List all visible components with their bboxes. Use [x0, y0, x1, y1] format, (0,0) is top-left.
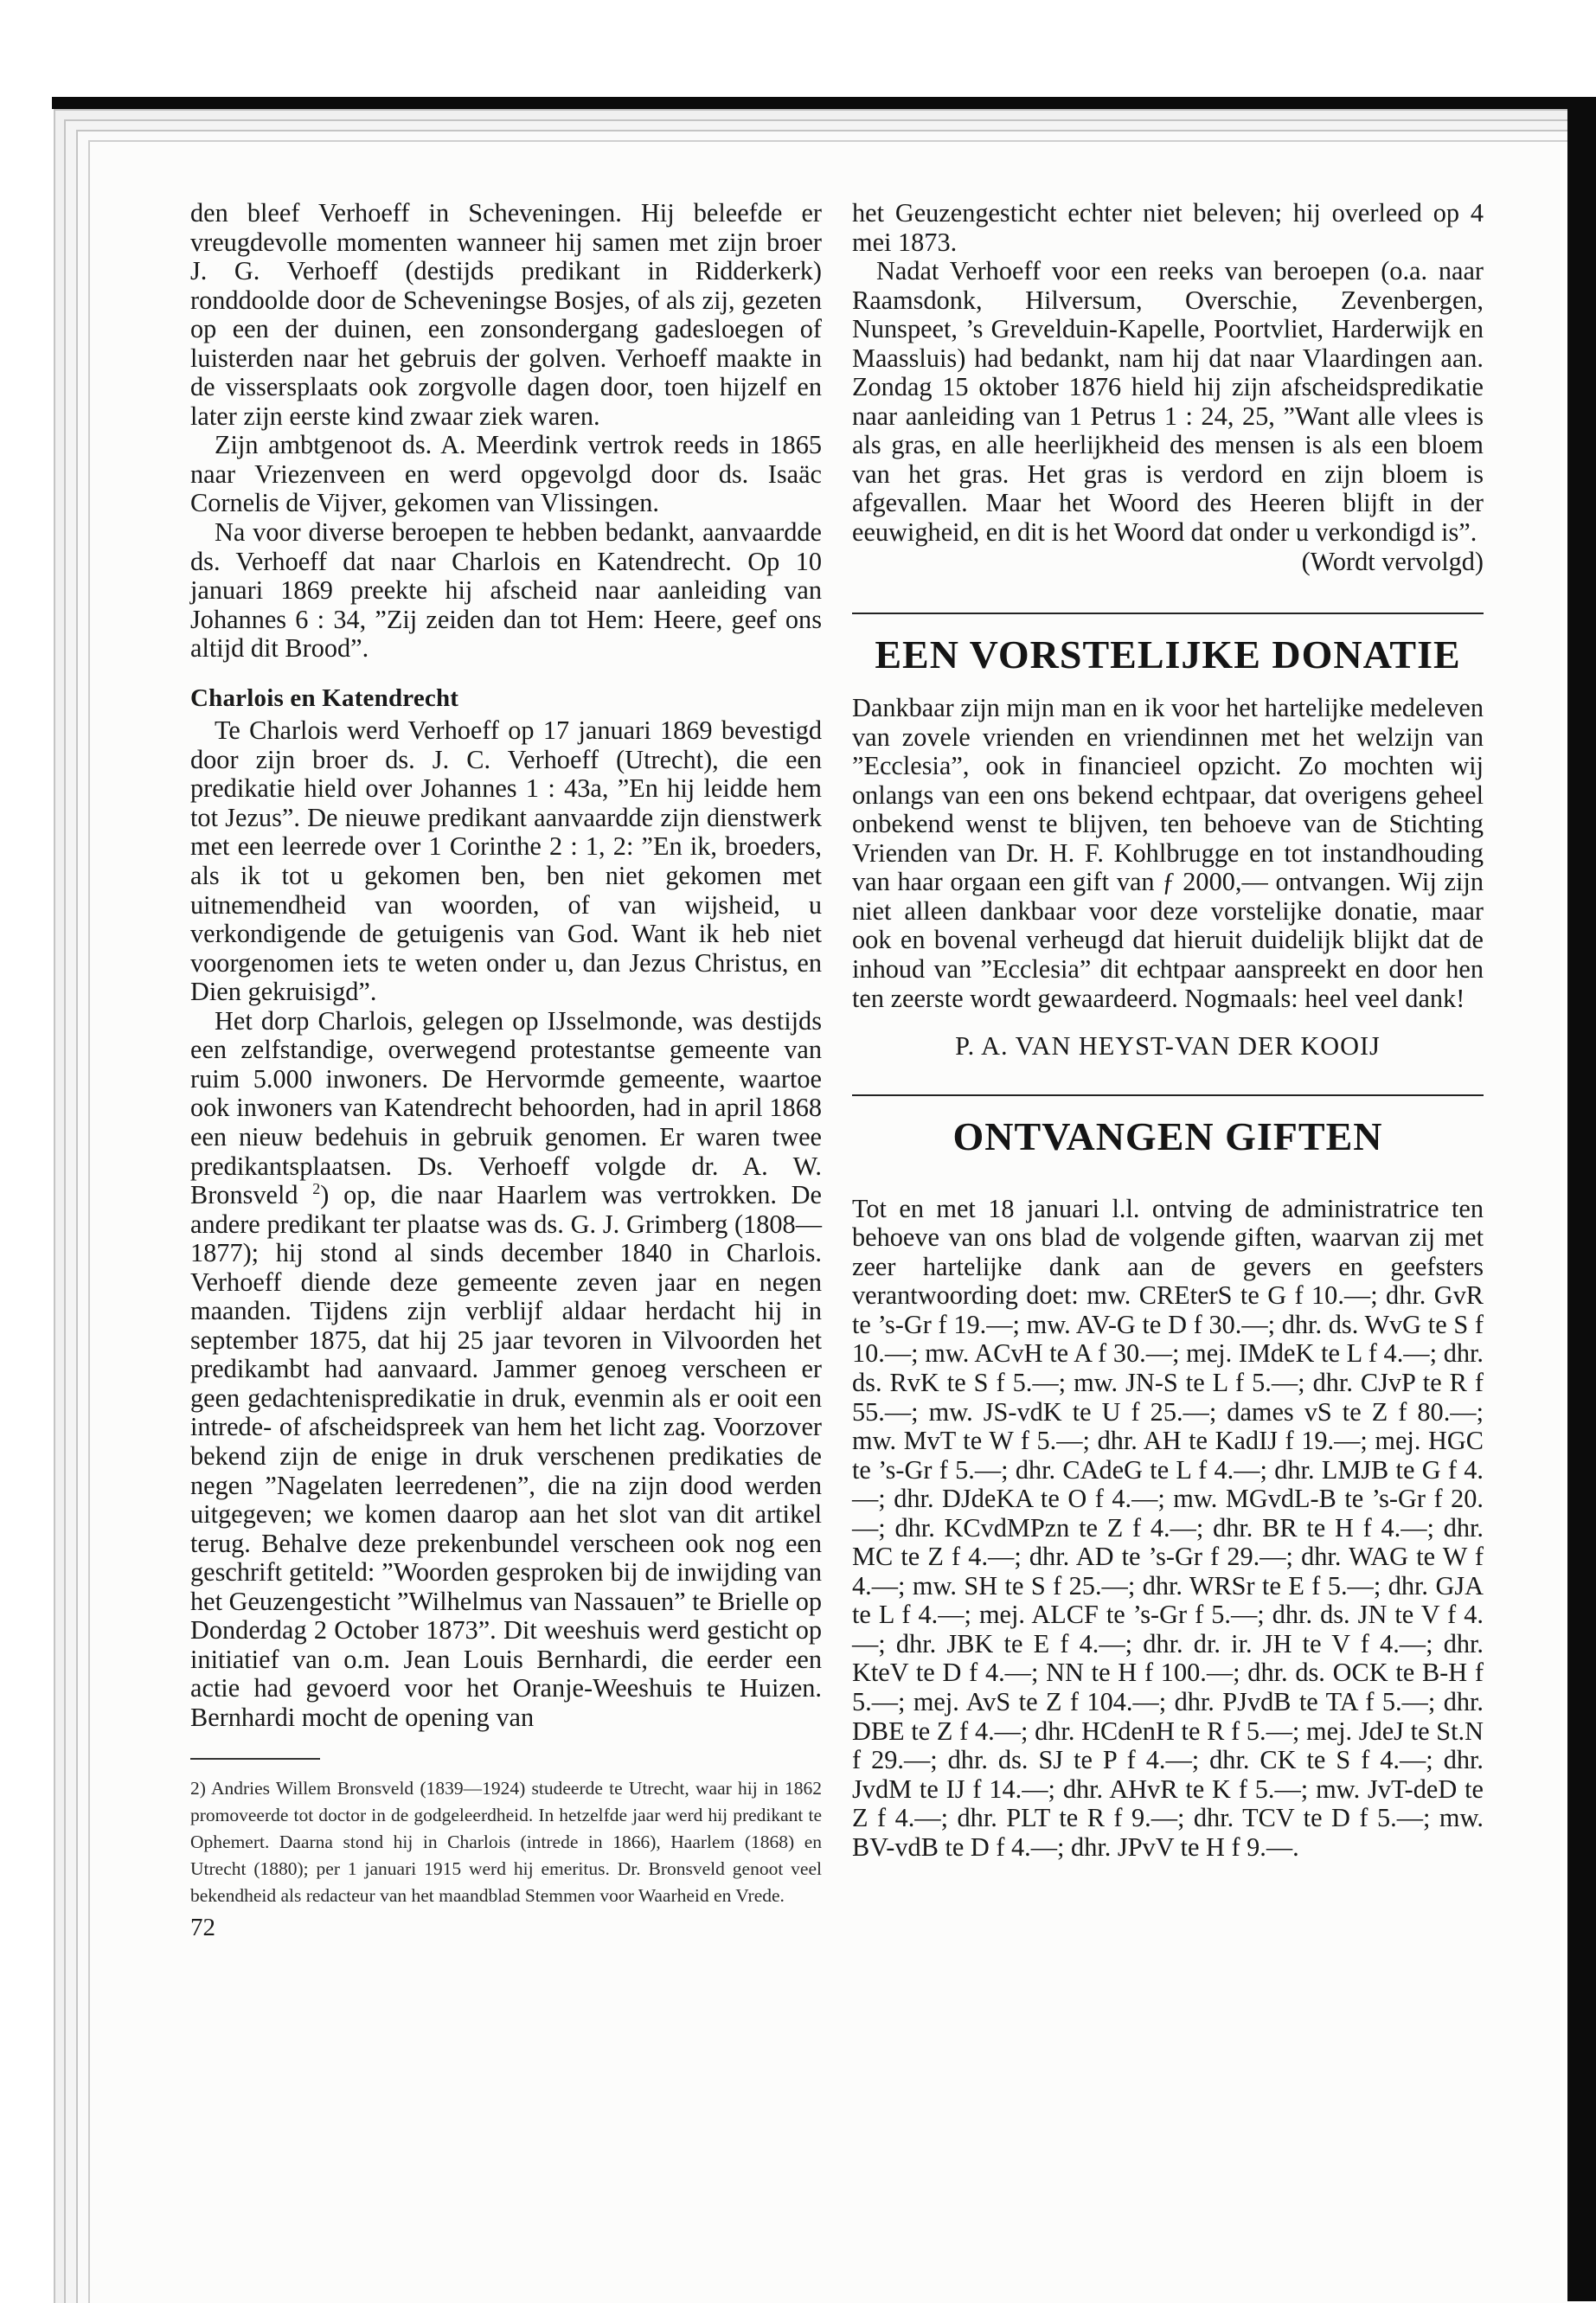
paragraph-dorp-text-a: Het dorp Charlois, gelegen op IJsselmonde, was destijds een zelfstandige, overwegend protestantse gemeente van ruim 5.000 inwoners. De Hervormde gemeente, waartoe ook inwoners van Katendrecht behoorden, had in april 1868 een nieuw bedehuis in gebruik genomen. Er waren twee predikantsplaatsen. Ds. Verhoeff volgde dr. A. W. Bronsveld: [190, 1005, 822, 1210]
paragraph-dorp-charlois: [190, 1007, 822, 1733]
donation-signature: P. A. VAN HEYST-VAN DER KOOIJ: [955, 1031, 1381, 1062]
footnote-divider: [190, 1758, 320, 1760]
left-column: [190, 199, 822, 1942]
gifts-text: Tot en met 18 januari l.l. ontving de administratrice ten behoeve van ons blad de volgende giften, waarvan zij met zeer hartelijke dank aan de gevers en geefsters verantwoording doet: mw. CREterS te G f 10.—; dhr. GvR te ’s-Gr f 19.—; mw. AV-G te D f 30.—; dhr. ds. WvG te S f 10.—; mw. ACvH te A f 30.—; mej. IMdeK te L f 4.—; dhr. ds. RvK te S f 5.—; mw. JN-S te L f 5.—; dhr. CJvP te R f 55.—; mw. JS-vdK te U f 25.—; dames vS te Z f 80.—; mw. MvT te W f 5.—; dhr. AH te KadIJ f 19.—; mej. HGC te ’s-Gr f 5.—; dhr. CAdeG te L f 4.—; dhr. LMJB te G f 4.—; dhr. DJdeKA te O f 4.—; mw. MGvdL-B te ’s-Gr f 20.—; dhr. KCvdMPzn te Z f 4.—; dhr. BR te H f 4.—; dhr. MC te Z f 4.—; dhr. AD te ’s-Gr f 29.—; dhr. WAG te W f 4.—; mw. SH te S f 25.—; dhr. WRSr te E f 5.—; dhr. GJA te L f 4.—; mej. ALCF te ’s-Gr f 5.—; dhr. ds. JN te V f 4.—; dhr. JBK te E f 4.—; dhr. dr. ir. JH te V f 4.—; dhr. KteV te D f 4.—; NN te H f 100.—; dhr. ds. OCK te B-H f 5.—; mej. AvS te Z f 104.—; dhr. PJvdB te TA f 5.—; dhr. DBE te Z f 4.—; dhr. HCdenH te R f 5.—; mej. JdeJ te St.N f 29.—; dhr. ds. SJ te P f 4.—; dhr. CK te S f 4.—; dhr. JvdM te IJ f 14.—; dhr. AHvR te K f 5.—; mw. JvT-deD te Z f 4.—; dhr. PLT te R f 9.—; dhr. TCV te D f 5.—; mw. BV-vdB te D f 4.—; dhr. JPvV te H f 9.—.: [852, 1193, 1484, 1862]
scan-border-right: [1567, 97, 1596, 2301]
footnote-bronsveld: 2) Andries Willem Bronsveld (1839—1924) studeerde te Utrecht, waar hij in 1862 promoveerde tot doctor in de godgeleerdheid. In hetzelfde jaar werd hij predikant te Ophemert. Daarna stond hij in Charlois (intrede in 1866), Haarlem (1868) en Utrecht (1880); per 1 januari 1915 werd hij emeritus. Dr. Bronsveld genoot veel bekendheid als redacteur van het maandblad Stemmen voor Waarheid en Vrede.: [190, 1778, 822, 1907]
donation-title: EEN VORSTELIJKE DONATIE: [875, 632, 1461, 677]
paragraph-dorp-text-b: ) op, die naar Haarlem was vertrokken. De andere predikant ter plaatse was ds. G. J. Grimberg (1808—1877); hij stond al sinds december 1840 in Charlois. Verhoeff diende deze gemeente zeven jaar en negen maanden. Tijdens zijn verblijf aldaar herdacht hij in september 1875, dat hij 25 jaar tevoren in Vilvoorden het predikambt had aanvaard. Jammer genoeg verscheen er geen gedachtenispredikatie in druk, evenmin als er ooit een intrede- of afscheidspreek van hem het licht zag. Voorzover bekend zijn de enige in druk verschenen predikaties de negen ”Nagelaten leerredenen”, die na zijn dood werden uitgegeven; we komen daarop aan het slot van dit artikel terug. Behalve deze prekenbundel verscheen ook nog een geschrift getiteld: ”Woorden gesproken bij de inwijding van het Geuzengesticht ”Wilhelmus van Nassauen” te Brielle op Donderdag 2 October 1873”. Dit weeshuis werd gesticht op initiatief van o.m. Jean Louis Bernhardi, die eerder een actie had gevoerd voor het Oranje-Weeshuis te Huizen. Bernhardi mocht de opening van: [190, 1180, 823, 1732]
paragraph-meerdink: Zijn ambtgenoot ds. A. Meerdink vertrok reeds in 1865 naar Vriezenveen en werd opgevolgd door ds. Isaäc Cornelis de Vijver, gekomen van Vlissingen.: [190, 430, 822, 518]
paragraph-afscheid: Na voor diverse beroepen te hebben bedankt, aanvaardde ds. Verhoeff dat naar Charlois en Katendrecht. Op 10 januari 1869 preekte hij afscheid naar aanleiding van Johannes 6 : 34, ”Zij zeiden dan tot Hem: Heere, geef ons altijd dit Brood”.: [190, 517, 822, 664]
scan-background: [0, 0, 1596, 97]
footnote-reference: 2: [312, 1179, 321, 1197]
continued-note: (Wordt vervolgd): [1301, 546, 1484, 576]
right-column: [852, 199, 1484, 1862]
subheading-charlois: Charlois en Katendrecht: [190, 683, 459, 712]
page-number: 72: [190, 1914, 215, 1942]
donation-text: Dankbaar zijn mijn man en ik voor het hartelijke medeleven van zovele vrienden en vriendinnen met het welzijn van ”Ecclesia”, ook in financieel opzicht. Zo mochten wij onlangs van een ons bekend echtpaar, dat overigens geheel onbekend wenst te blijven, ten behoeve van de Stichting Vrienden van Dr. H. F. Kohlbrugge en tot instandhouding van haar orgaan een gift van ƒ 2000,— ontvangen. Wij zijn niet alleen dankbaar voor deze vorstelijke donatie, maar ook en bovenal verheugd dat hieruit duidelijk blijkt dat de inhoud van ”Ecclesia” dit echtpaar aanspreekt en door hen ten zeerste wordt gewaardeerd. Nogmaals: heel veel dank!: [852, 693, 1484, 1013]
paragraph-geuzengesticht: het Geuzengesticht echter niet beleven; hij overleed op 4 mei 1873.: [852, 198, 1484, 257]
paragraph-scheveningen: den bleef Verhoeff in Scheveningen. Hij beleefde er vreugdevolle momenten wanneer hij samen met zijn broer J. G. Verhoeff (destijds predikant in Ridderkerk) ronddoolde door de Scheveningse Bosjes, of als zij, gezeten op een der duinen, een zonsondergang gadesloegen of luisterden naar het gebruis der golven. Verhoeff maakte in de vissersplaats ook zorgvolle dagen door, toen hijzelf en later zijn eerste kind zwaar ziek waren.: [190, 198, 822, 431]
gifts-title: ONTVANGEN GIFTEN: [952, 1113, 1383, 1158]
paragraph-vlaardingen: Nadat Verhoeff voor een reeks van beroepen (o.a. naar Raamsdonk, Hilversum, Overschie, Zevenbergen, Nunspeet, ’s Grevelduin-Kapelle, Poortvliet, Harderwijk en Maassluis) had bedankt, nam hij dat naar Vlaardingen aan. Zondag 15 oktober 1876 hield hij zijn afscheidspredikatie naar aanleiding van 1 Petrus 1 : 24, 25, ”Want alle vlees is als gras, en alle heerlijkheid des mensen is als een bloem van het gras. Het gras is verdord en zijn bloem is afgevallen. Maar het Woord des Heeren blijft in der eeuwigheid, en dit is het Woord dat onder u verkondigd is”.: [852, 256, 1484, 548]
scan-border-top: [52, 97, 1596, 109]
paragraph-charlois-bevestiging: Te Charlois werd Verhoeff op 17 januari 1869 bevestigd door zijn broer ds. J. C. Verhoeff (Utrecht), die een predikatie hield over Johannes 1 : 43a, ”En hij leidde hem tot Jezus”. De nieuwe predikant aanvaardde zijn dienstwerk met een leerrede over 1 Corinthe 2 : 1, 2: ”En ik, broeders, als ik tot u gekomen ben, ben niet gekomen met uitnemendheid van woorden, of van wijsheid, u verkondigende de getuigenis van God. Want ik heb niet voorgenomen iets te weten onder u, dan Jezus Christus, en Dien gekruisigd”.: [190, 715, 822, 1007]
